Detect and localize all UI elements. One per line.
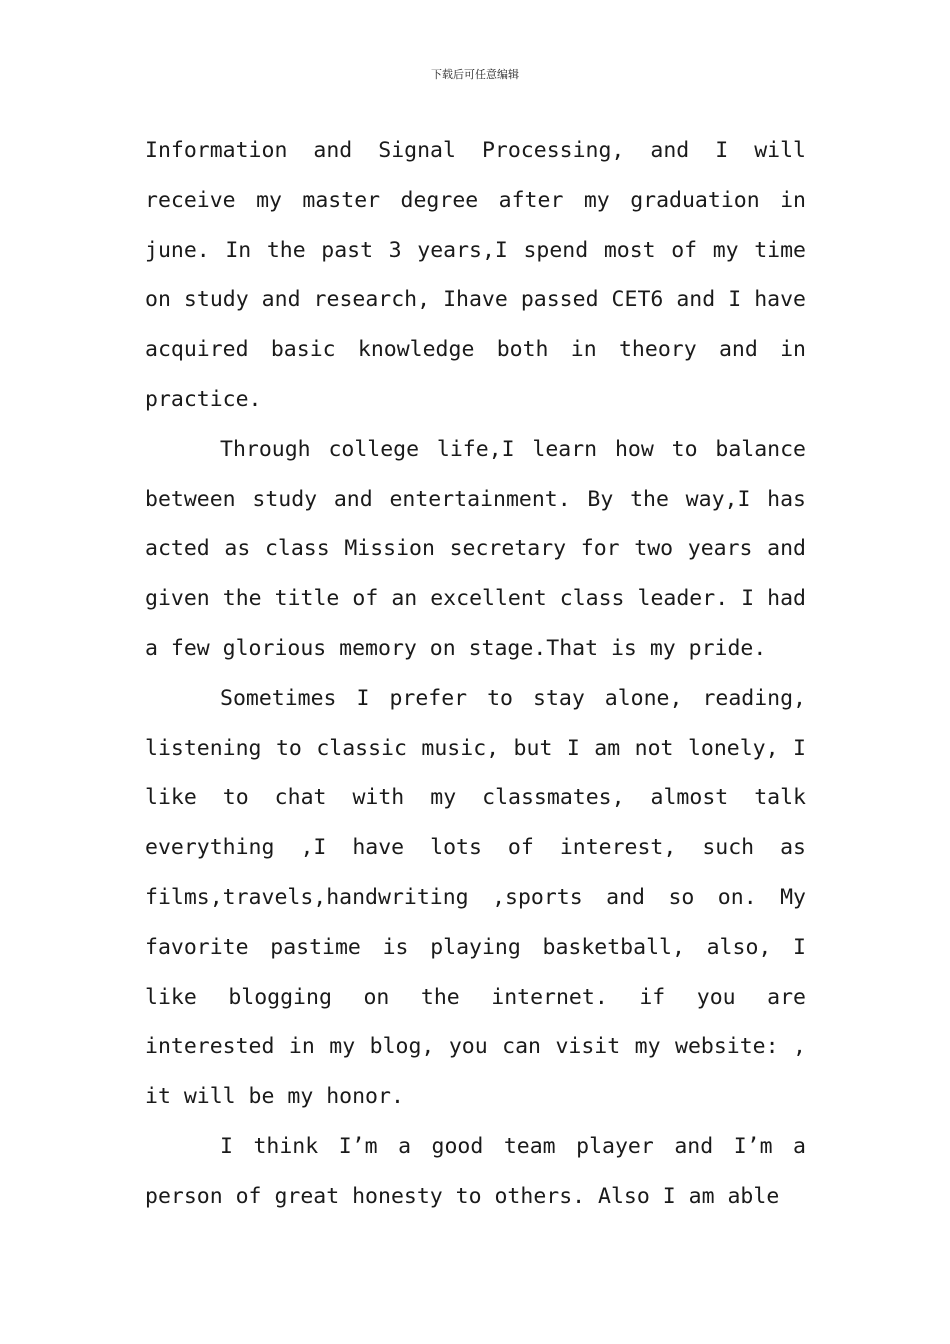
document-body	[145, 126, 806, 1222]
paragraph-college-life: Through college life,I learn how to balance between study and entertainment. By the way,I has acted as class Mission secretary for two years and given the title of an excellent class leader. I had a few glorious memory on stage.That is my pride.	[145, 436, 806, 661]
paragraph-education: Information and Signal Processing, and I will receive my master degree after my graduation in june. In the past 3 years,I spend most of my time on study and research, Ihave passed CET6 and I have acquired basic knowledge both in theory and in practice.	[145, 138, 806, 412]
paragraph-personality: I think I’m a good team player and I’m a person of great honesty to others. Also I am able	[145, 1133, 806, 1209]
header-note: 下载后可任意编辑	[431, 68, 519, 81]
paragraph-interests: Sometimes I prefer to stay alone, reading, listening to classic music, but I am not lonely, I like to chat with my classmates, almost talk everything ,I have lots of interest, such as films,travels,handwriting ,sports and so on. My favorite pastime is playing basketball, also, I like blogging on the internet. if you are interested in my blog, you can visit my website: , it will be my honor.	[145, 685, 806, 1110]
